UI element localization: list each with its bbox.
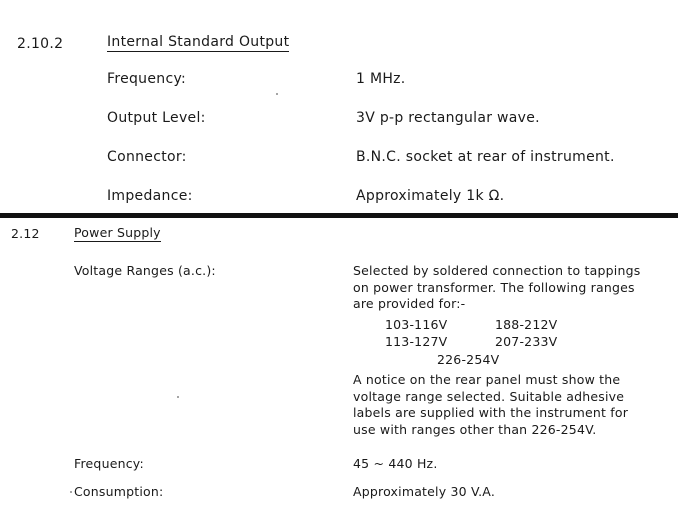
rear-panel-notice [353,372,673,438]
connector-value: B.N.C. socket at rear of instrument. [356,149,615,165]
section-number-2-10-2: 2.10.2 [17,36,64,52]
range-207-233: 207-233V [495,334,558,349]
section-divider [0,213,678,218]
voltage-line-2: on power transformer. The following ranges [353,279,635,295]
frequency-value: 1 MHz. [356,71,406,87]
scan-speck [177,396,179,398]
connector-label: Connector: [107,149,187,165]
range-103-116: 103-116V [385,317,448,332]
section-title-power-supply: Power Supply [74,225,161,240]
output-level-value: 3V p-p rectangular wave. [356,110,540,126]
scan-speck [276,93,278,95]
scan-speck [70,491,72,493]
consumption-label: Consumption: [74,484,164,499]
supply-frequency-label: Frequency: [74,456,144,471]
voltage-ranges-description [353,263,673,313]
consumption-value: Approximately 30 V.A. [353,484,495,499]
frequency-label: Frequency: [107,71,187,87]
voltage-line-3: are provided for:- [353,296,466,311]
notice-line-1: A notice on the rear panel must show the [353,372,621,387]
notice-line-4: use with ranges other than 226-254V. [353,421,597,437]
range-226-254: 226-254V [437,352,500,367]
impedance-value: Approximately 1k Ω. [356,188,505,204]
supply-frequency-value: 45 ~ 440 Hz. [353,456,438,471]
output-level-label: Output Level: [107,110,206,126]
range-188-212: 188-212V [495,317,558,332]
notice-line-3: labels are supplied with the instrument for [353,405,629,420]
section-title-internal-standard-output: Internal Standard Output [107,34,290,50]
section-number-2-12: 2.12 [11,226,40,241]
range-113-127: 113-127V [385,334,448,349]
voltage-line-1: Selected by soldered connection to tappings [353,263,641,278]
notice-line-2: voltage range selected. Suitable adhesive [353,388,625,404]
voltage-ranges-label: Voltage Ranges (a.c.): [74,263,216,278]
impedance-label: Impedance: [107,188,193,204]
